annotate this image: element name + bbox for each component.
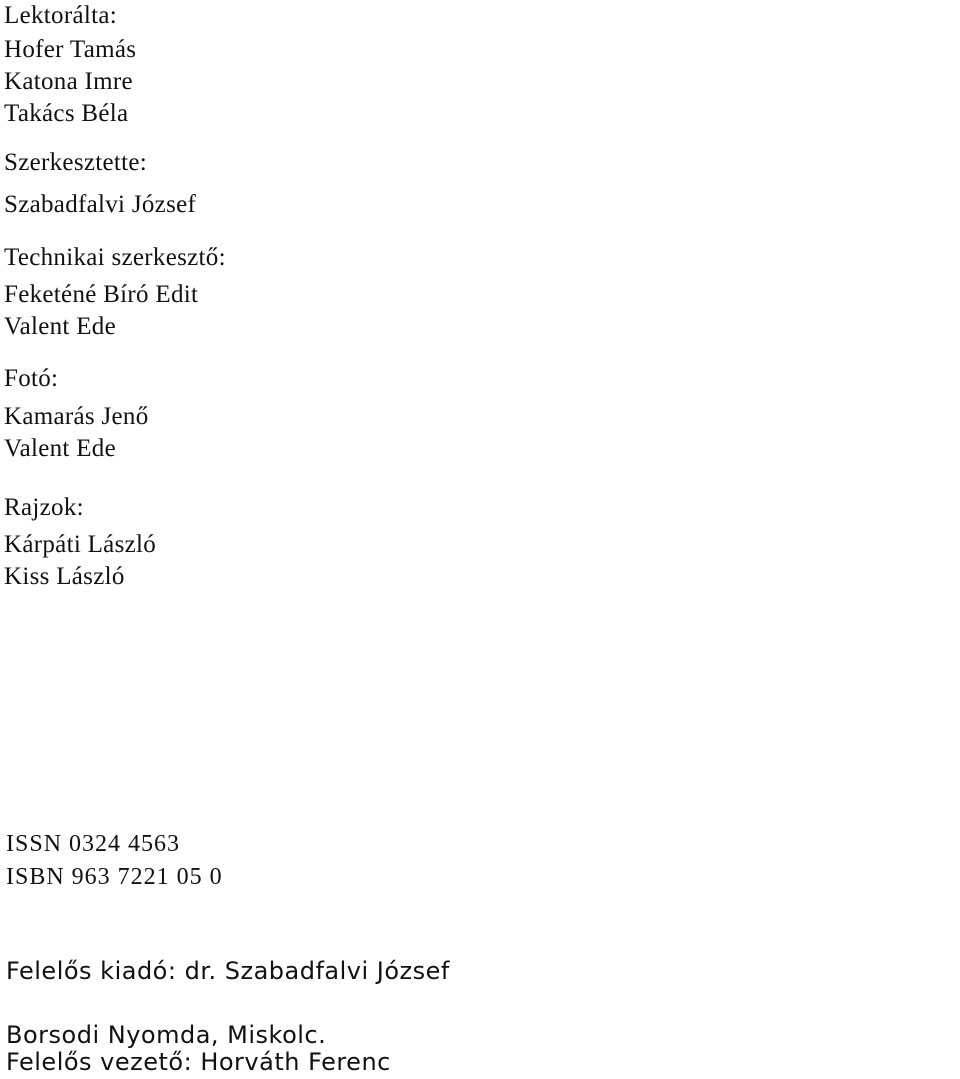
issn: ISSN 0324 4563 [6, 831, 181, 857]
rajzok-label: Rajzok: [4, 494, 84, 521]
printer-manager: Felelős vezető: Horváth Ferenc [6, 1048, 391, 1076]
publisher-line: Felelős kiadó: dr. Szabadfalvi József [6, 957, 450, 985]
editor-name: Szabadfalvi József [4, 191, 197, 218]
foto-label: Fotó: [4, 365, 59, 392]
szerkesztette-label: Szerkesztette: [4, 149, 148, 176]
lektor-name: Takács Béla [4, 100, 129, 127]
lektoralta-label: Lektorálta: [4, 2, 117, 29]
technical-editor-name: Valent Ede [4, 313, 116, 340]
illustrator-name: Kárpáti László [4, 531, 157, 558]
printer-name: Borsodi Nyomda, Miskolc. [6, 1021, 327, 1049]
photographer-name: Kamarás Jenő [4, 403, 149, 430]
isbn: ISBN 963 7221 05 0 [6, 864, 223, 890]
photographer-name: Valent Ede [4, 435, 116, 462]
technikai-label: Technikai szerkesztő: [4, 244, 226, 271]
lektor-name: Katona Imre [4, 68, 133, 95]
technical-editor-name: Feketéné Bíró Edit [4, 281, 199, 308]
illustrator-name: Kiss László [4, 563, 125, 590]
lektor-name: Hofer Tamás [4, 36, 137, 63]
